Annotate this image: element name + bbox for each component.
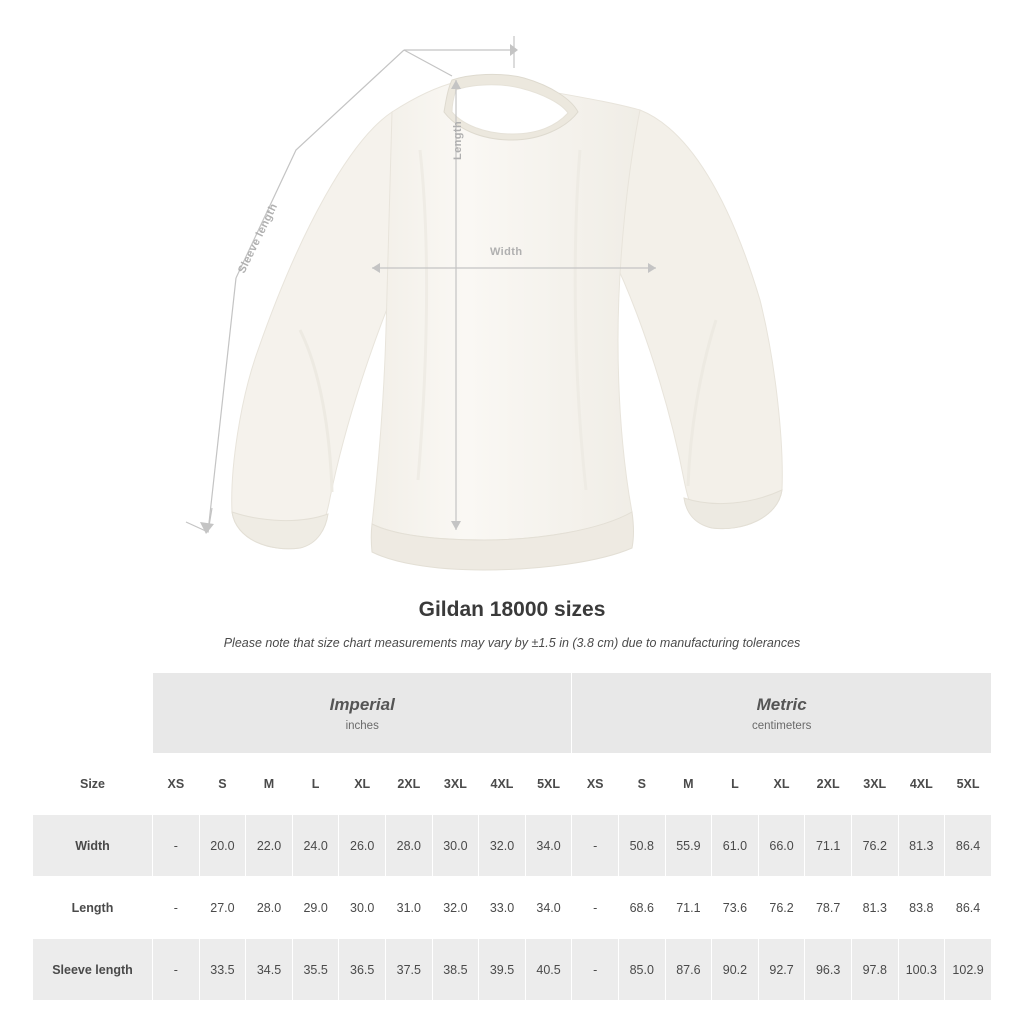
cell-width-metric-xs: -: [572, 815, 619, 877]
cell-length-imperial-5xl: 34.0: [525, 877, 572, 939]
col-head-imperial-xl: XL: [339, 754, 386, 815]
cell-sleeve-imperial-s: 33.5: [199, 939, 246, 1001]
metric-unit-name: Metric: [756, 695, 807, 715]
cell-length-imperial-4xl: 33.0: [479, 877, 526, 939]
cell-width-imperial-m: 22.0: [246, 815, 293, 877]
col-head-metric-s: S: [618, 754, 665, 815]
cell-length-metric-4xl: 83.8: [898, 877, 945, 939]
page-title: Gildan 18000 sizes: [418, 598, 606, 621]
col-head-metric-2xl: 2XL: [805, 754, 852, 815]
cell-length-metric-xs: -: [572, 877, 619, 939]
table-row: [33, 939, 992, 1001]
title-block: [0, 598, 1024, 650]
cell-width-metric-xl: 66.0: [758, 815, 805, 877]
width-label: Width: [490, 246, 523, 258]
row-label-length: Length: [33, 877, 153, 939]
cell-length-metric-5xl: 86.4: [945, 877, 992, 939]
tolerance-note: Please note that size chart measurements may vary by ±1.5 in (3.8 cm) due to manufacturing tolerances: [223, 636, 801, 650]
cell-length-metric-m: 71.1: [665, 877, 712, 939]
table-row: [33, 877, 992, 939]
cell-sleeve-metric-2xl: 96.3: [805, 939, 852, 1001]
cell-width-metric-s: 50.8: [618, 815, 665, 877]
cell-sleeve-metric-5xl: 102.9: [945, 939, 992, 1001]
cell-sleeve-metric-m: 87.6: [665, 939, 712, 1001]
cell-length-imperial-2xl: 31.0: [386, 877, 433, 939]
cell-width-imperial-3xl: 30.0: [432, 815, 479, 877]
col-head-metric-4xl: 4XL: [898, 754, 945, 815]
cell-sleeve-imperial-xs: -: [153, 939, 200, 1001]
cell-length-imperial-l: 29.0: [292, 877, 339, 939]
cell-width-metric-5xl: 86.4: [945, 815, 992, 877]
row-label-sleeve-length: Sleeve length: [33, 939, 153, 1001]
imperial-unit-name: Imperial: [329, 695, 395, 715]
cell-sleeve-imperial-xl: 36.5: [339, 939, 386, 1001]
size-header-row: [33, 754, 992, 815]
cell-width-metric-l: 61.0: [712, 815, 759, 877]
cell-length-metric-s: 68.6: [618, 877, 665, 939]
metric-header-cell: [572, 673, 992, 754]
col-head-imperial-2xl: 2XL: [386, 754, 433, 815]
col-head-metric-xs: XS: [572, 754, 619, 815]
cell-length-metric-xl: 76.2: [758, 877, 805, 939]
col-head-imperial-5xl: 5XL: [525, 754, 572, 815]
cell-length-metric-2xl: 78.7: [805, 877, 852, 939]
col-head-metric-l: L: [712, 754, 759, 815]
cell-sleeve-imperial-4xl: 39.5: [479, 939, 526, 1001]
size-table-wrap: [32, 672, 992, 1001]
cell-length-metric-3xl: 81.3: [851, 877, 898, 939]
cell-width-imperial-xs: -: [153, 815, 200, 877]
cell-width-imperial-5xl: 34.0: [525, 815, 572, 877]
col-head-imperial-4xl: 4XL: [479, 754, 526, 815]
cell-sleeve-imperial-l: 35.5: [292, 939, 339, 1001]
col-head-metric-5xl: 5XL: [945, 754, 992, 815]
cell-width-metric-2xl: 71.1: [805, 815, 852, 877]
cell-length-imperial-xs: -: [153, 877, 200, 939]
metric-unit-sub: centimeters: [751, 719, 812, 732]
length-label: Length: [452, 120, 464, 160]
cell-length-metric-l: 73.6: [712, 877, 759, 939]
cell-sleeve-metric-4xl: 100.3: [898, 939, 945, 1001]
cell-sleeve-imperial-5xl: 40.5: [525, 939, 572, 1001]
cell-width-imperial-s: 20.0: [199, 815, 246, 877]
cell-width-imperial-2xl: 28.0: [386, 815, 433, 877]
imperial-header-cell: [153, 673, 572, 754]
cell-sleeve-metric-l: 90.2: [712, 939, 759, 1001]
col-head-imperial-xs: XS: [153, 754, 200, 815]
cell-width-imperial-4xl: 32.0: [479, 815, 526, 877]
cell-width-metric-3xl: 76.2: [851, 815, 898, 877]
col-head-imperial-l: L: [292, 754, 339, 815]
cell-sleeve-metric-xl: 92.7: [758, 939, 805, 1001]
cell-length-imperial-xl: 30.0: [339, 877, 386, 939]
cell-width-imperial-l: 24.0: [292, 815, 339, 877]
cell-width-imperial-xl: 26.0: [339, 815, 386, 877]
cell-sleeve-imperial-m: 34.5: [246, 939, 293, 1001]
col-head-metric-xl: XL: [758, 754, 805, 815]
sleeve-length-label: Sleeve length: [236, 201, 281, 276]
row-label-width: Width: [33, 815, 153, 877]
cell-sleeve-imperial-3xl: 38.5: [432, 939, 479, 1001]
cell-sleeve-metric-3xl: 97.8: [851, 939, 898, 1001]
cell-sleeve-metric-s: 85.0: [618, 939, 665, 1001]
units-header-row: [33, 673, 992, 754]
col-head-metric-3xl: 3XL: [851, 754, 898, 815]
col-head-metric-m: M: [665, 754, 712, 815]
table-row: [33, 815, 992, 877]
cell-width-metric-4xl: 81.3: [898, 815, 945, 877]
cell-length-imperial-s: 27.0: [199, 877, 246, 939]
corner-cell: [33, 673, 153, 754]
cell-length-imperial-3xl: 32.0: [432, 877, 479, 939]
cell-width-metric-m: 55.9: [665, 815, 712, 877]
col-head-imperial-3xl: 3XL: [432, 754, 479, 815]
cell-length-imperial-m: 28.0: [246, 877, 293, 939]
size-header-cell: Size: [33, 754, 153, 815]
col-head-imperial-s: S: [199, 754, 246, 815]
col-head-imperial-m: M: [246, 754, 293, 815]
cell-sleeve-imperial-2xl: 37.5: [386, 939, 433, 1001]
size-table: [32, 672, 992, 1001]
imperial-unit-sub: inches: [345, 719, 379, 732]
cell-sleeve-metric-xs: -: [572, 939, 619, 1001]
